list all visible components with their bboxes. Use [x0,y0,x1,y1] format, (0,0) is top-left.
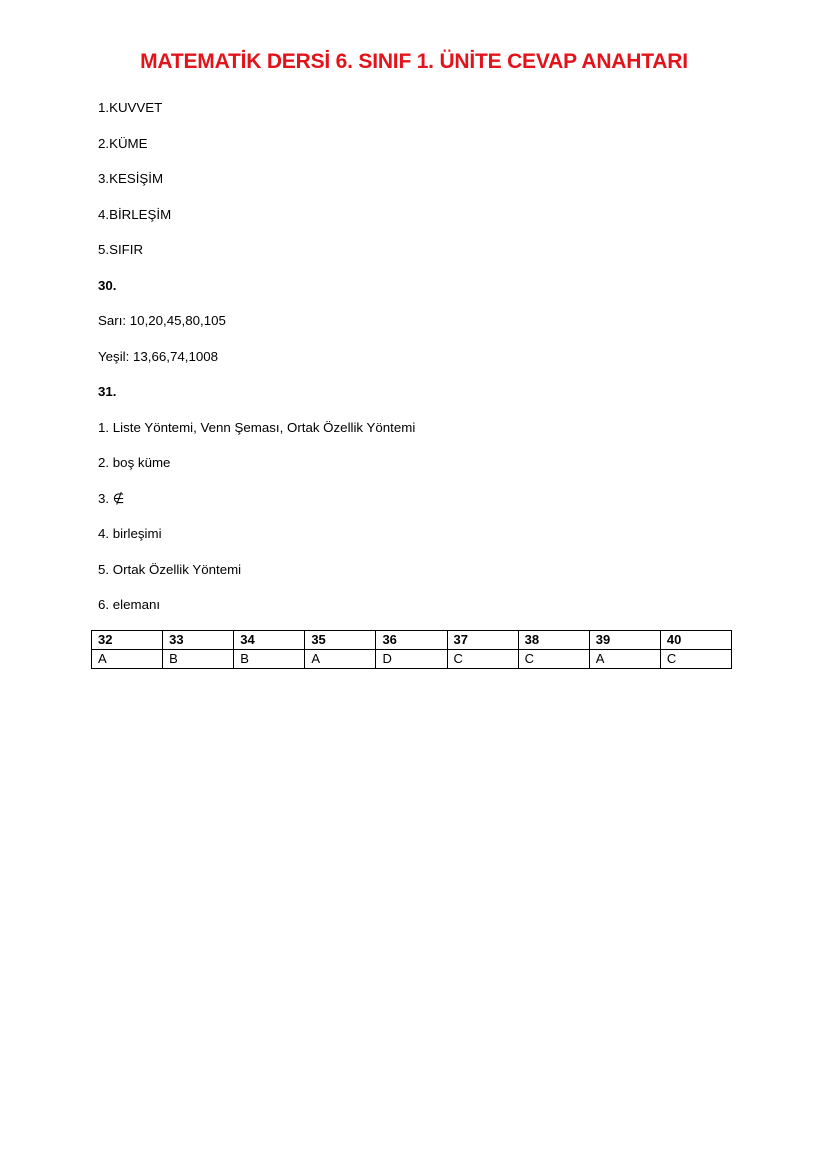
answer-line-2: 2.KÜME [98,135,148,151]
answer-cell: A [589,650,660,669]
question-number-cell: 34 [234,631,305,650]
question-number-cell: 38 [518,631,589,650]
answer-table [91,630,732,669]
answer-line-5: 5.SIFIR [98,242,144,257]
q31-answer-4: 4. birleşimi [98,526,162,541]
question-number-cell: 37 [447,631,518,650]
answer-cell: D [376,650,447,669]
page-title: MATEMATİK DERSİ 6. SINIF 1. ÜNİTE CEVAP ANAHTARI [140,50,688,73]
answer-key-content [98,100,738,633]
q31-answer-5: 5. Ortak Özellik Yöntemi [98,561,242,577]
green-numbers-line: Yeşil: 13,66,74,1008 [98,348,219,364]
answer-line-4: 4.BİRLEŞİM [98,206,172,222]
answer-line-1: 1.KUVVET [98,100,163,115]
question-number-cell: 36 [376,631,447,650]
answer-cell: B [234,650,305,669]
answer-cell: A [92,650,163,669]
yellow-numbers-line: Sarı: 10,20,45,80,105 [98,313,226,328]
question-number-cell: 35 [305,631,376,650]
question-31-heading: 31. [98,384,117,399]
q31-answer-6: 6. elemanı [98,597,161,612]
question-number-row [92,631,732,650]
answer-cell: B [163,650,234,669]
answer-cell: C [518,650,589,669]
q31-answer-2: 2. boş küme [98,455,171,470]
answer-cell: C [660,650,731,669]
answer-cell: A [305,650,376,669]
answer-row [92,650,732,669]
question-number-cell: 32 [92,631,163,650]
question-number-cell: 33 [163,631,234,650]
question-number-cell: 39 [589,631,660,650]
question-30-heading: 30. [98,277,117,293]
question-number-cell: 40 [660,631,731,650]
q31-answer-3: 3. ∉ [98,490,125,506]
answer-cell: C [447,650,518,669]
q31-answer-1: 1. Liste Yöntemi, Venn Şeması, Ortak Özellik Yöntemi [98,419,416,435]
answer-line-3: 3.KESİŞİM [98,171,164,186]
